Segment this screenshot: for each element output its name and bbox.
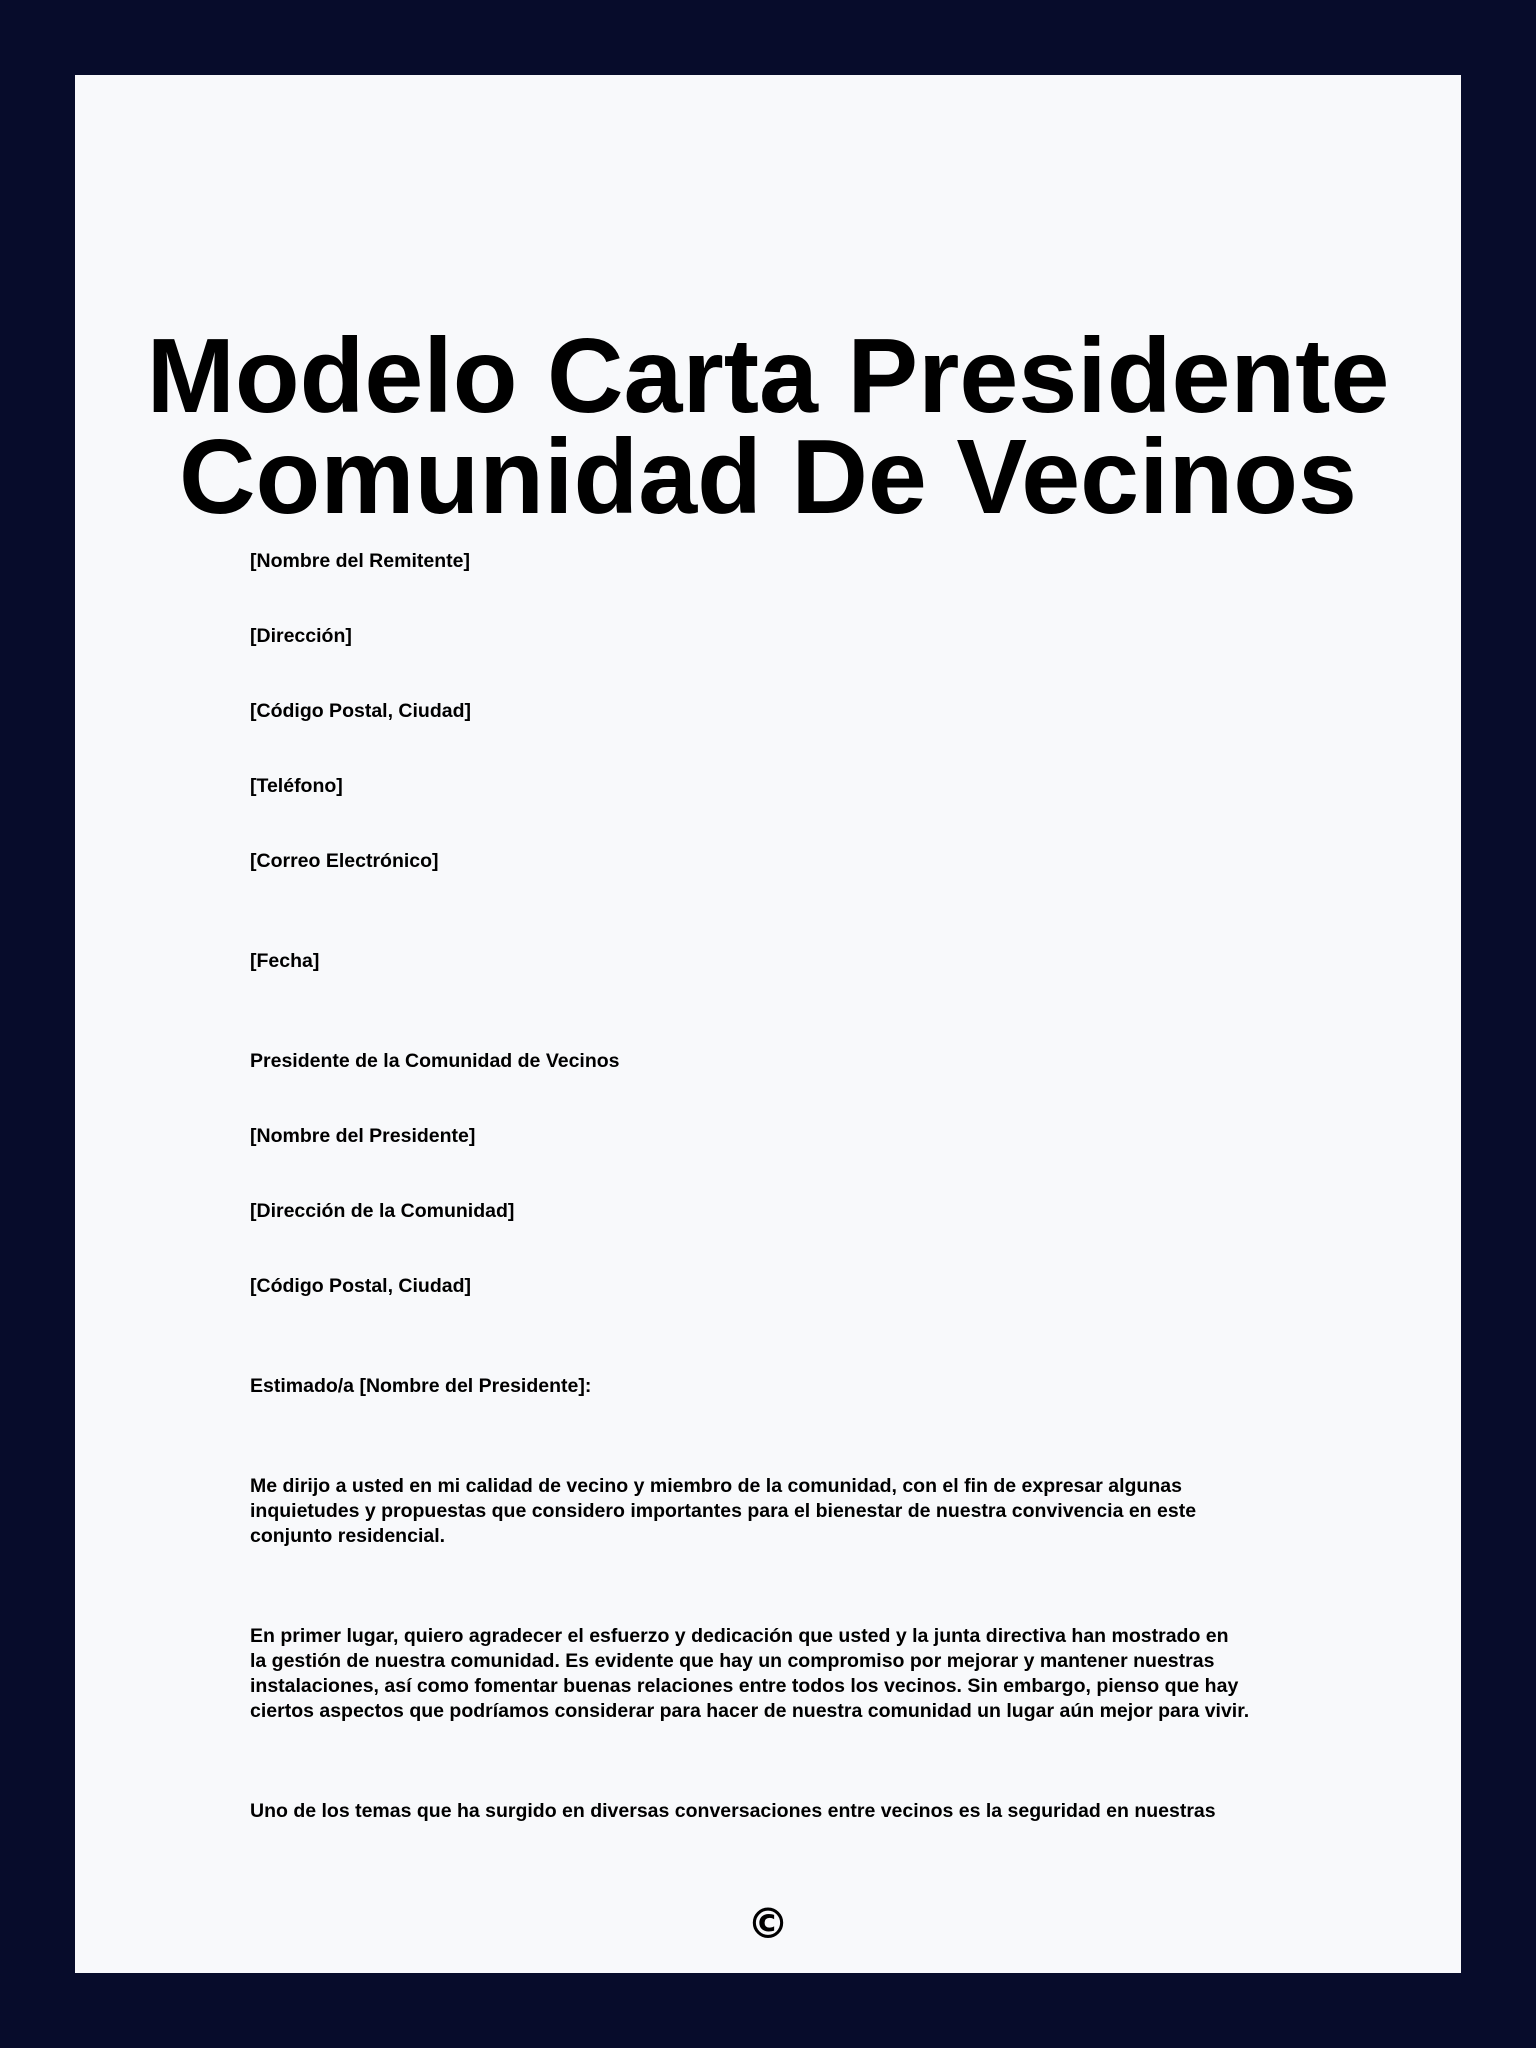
title-line-2: Comunidad De Vecinos [178,418,1357,536]
salutation: Estimado/a [Nombre del Presidente]: [250,1375,592,1397]
letter-page [75,75,1461,1973]
paragraph-line: ciertos aspectos que podríamos considerar para hacer de nuestra comunidad un lugar aún mejor para vivir. [250,1700,1250,1722]
sender-name: [Nombre del Remitente] [250,550,470,572]
paragraph-line: Me dirijo a usted en mi calidad de vecino y miembro de la comunidad, con el fin de expresar algunas [250,1475,1182,1497]
sender-address: [Dirección] [250,625,352,647]
recipient-name: [Nombre del Presidente] [250,1125,476,1147]
sender-email: [Correo Electrónico] [250,850,439,872]
paragraph-thanks [250,1624,1370,1724]
paragraph-line: conjunto residencial. [250,1525,446,1547]
paragraph-line: Uno de los temas que ha surgido en diversas conversaciones entre vecinos es la seguridad en nuestras [250,1800,1216,1822]
recipient-address: [Dirección de la Comunidad] [250,1200,515,1222]
copyright-icon: © [747,1899,789,1948]
paragraph-security [250,1799,1370,1824]
paragraph-line: instalaciones, así como fomentar buenas relaciones entre todos los vecinos. Sin embargo, pienso que hay [250,1675,1239,1697]
paragraph-line: la gestión de nuestra comunidad. Es evidente que hay un compromiso por mejorar y mantener nuestras [250,1650,1215,1672]
sender-phone: [Teléfono] [250,775,343,797]
paragraph-intro [250,1474,1370,1549]
title-line-1: Modelo Carta Presidente [146,317,1390,435]
document-title [75,317,1461,536]
recipient-postal-city: [Código Postal, Ciudad] [250,1275,471,1297]
paragraph-line: inquietudes y propuestas que considero importantes para el bienestar de nuestra convivencia en este [250,1500,1197,1522]
paragraph-line: En primer lugar, quiero agradecer el esfuerzo y dedicación que usted y la junta directiva han mostrado en [250,1625,1229,1647]
recipient-role: Presidente de la Comunidad de Vecinos [250,1050,620,1072]
letter-date: [Fecha] [250,950,320,972]
sender-postal-city: [Código Postal, Ciudad] [250,700,471,722]
